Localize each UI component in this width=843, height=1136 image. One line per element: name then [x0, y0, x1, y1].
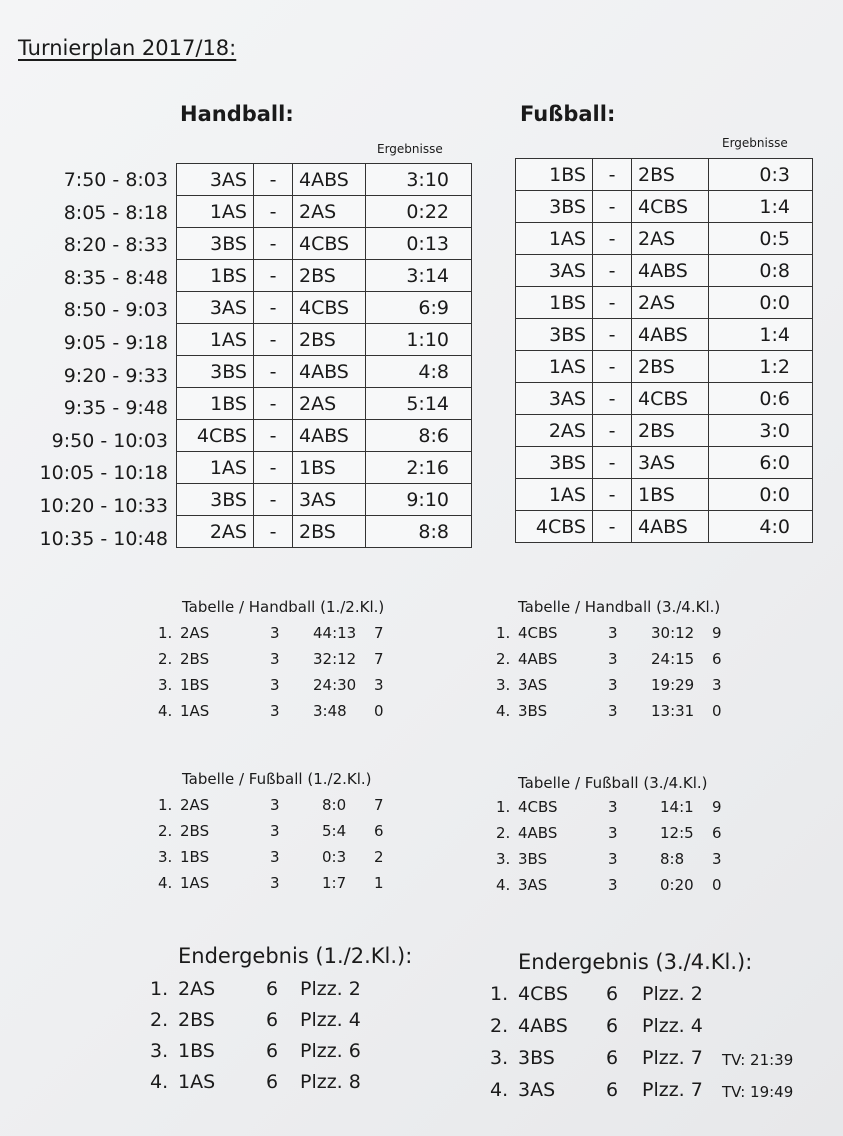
match-dash: -: [254, 196, 293, 228]
home-team: 3AS: [177, 292, 254, 324]
final-place: Plzz. 8: [300, 1071, 361, 1093]
match-dash: -: [593, 191, 632, 223]
match-score: 0:13: [366, 228, 472, 260]
final-team: 3BS: [518, 1047, 555, 1069]
home-team: 1AS: [177, 196, 254, 228]
standings-team: 4ABS: [518, 824, 558, 842]
standings-points: 3: [374, 676, 384, 694]
match-score: 9:10: [366, 484, 472, 516]
final-row: [150, 978, 390, 1012]
match-score: 3:0: [709, 415, 813, 447]
standings-team: 2AS: [180, 624, 210, 642]
away-team: 2AS: [632, 287, 709, 319]
away-team: 4CBS: [293, 228, 366, 260]
final-row: [490, 1047, 810, 1081]
standings-points: 7: [374, 650, 384, 668]
home-team: 1BS: [177, 388, 254, 420]
standings-goals: 44:13: [313, 624, 357, 642]
match-score: 4:8: [366, 356, 472, 388]
final-team: 4CBS: [518, 983, 569, 1005]
time-slot: 8:50 - 9:03: [63, 299, 168, 322]
final-rank: 3.: [490, 1047, 509, 1069]
final-points: 6: [606, 1015, 619, 1037]
match-dash: -: [254, 516, 293, 548]
standings-team: 3AS: [518, 876, 548, 894]
home-team: 1AS: [177, 324, 254, 356]
match-dash: -: [593, 479, 632, 511]
standings-row: [496, 824, 756, 850]
match-row: [177, 260, 472, 292]
match-score: 5:14: [366, 388, 472, 420]
standings-row: [158, 874, 418, 900]
standings-goals: 5:4: [322, 822, 347, 840]
home-team: 4CBS: [516, 511, 593, 543]
time-slot: 9:35 - 9:48: [63, 397, 168, 420]
standings-goals: 30:12: [651, 624, 695, 642]
final-team: 1BS: [178, 1040, 215, 1062]
final-rank: 3.: [150, 1040, 169, 1062]
match-row: [516, 415, 813, 447]
home-team: 1BS: [516, 287, 593, 319]
match-score: 0:0: [709, 479, 813, 511]
standings-rank: 3.: [158, 676, 173, 694]
match-score: 1:4: [709, 319, 813, 351]
final-title-high: Endergebnis (3./4.Kl.):: [518, 950, 753, 974]
final-rank: 1.: [490, 983, 509, 1005]
standings-team: 1BS: [180, 848, 210, 866]
standings-rank: 1.: [496, 798, 511, 816]
standings-rank: 4.: [158, 874, 173, 892]
standings-points: 0: [374, 702, 384, 720]
final-team: 3AS: [518, 1079, 556, 1101]
away-team: 3AS: [293, 484, 366, 516]
match-score: 3:10: [366, 164, 472, 196]
standings-goals: 24:30: [313, 676, 357, 694]
final-tv: TV: 19:49: [722, 1083, 794, 1101]
handball-results-label: Ergebnisse: [377, 142, 443, 156]
final-rank: 2.: [490, 1015, 509, 1037]
standings-points: 7: [374, 796, 384, 814]
standings-games: 3: [608, 876, 618, 894]
home-team: 3BS: [516, 191, 593, 223]
match-dash: -: [593, 223, 632, 255]
standings-rank: 2.: [496, 650, 511, 668]
standings-games: 3: [270, 822, 280, 840]
match-row: [177, 452, 472, 484]
match-dash: -: [593, 351, 632, 383]
standings-games: 3: [270, 796, 280, 814]
standings-games: 3: [608, 798, 618, 816]
standings-row: [496, 650, 756, 676]
match-dash: -: [593, 319, 632, 351]
final-team: 2AS: [178, 978, 216, 1000]
standings-rank: 1.: [496, 624, 511, 642]
final-place: Plzz. 2: [300, 978, 361, 1000]
home-team: 1AS: [177, 452, 254, 484]
standings-team: 2AS: [180, 796, 210, 814]
final-points: 6: [266, 1040, 279, 1062]
standings-row: [158, 624, 418, 650]
match-row: [516, 383, 813, 415]
standings-team: 1AS: [180, 702, 210, 720]
match-dash: -: [254, 228, 293, 260]
match-dash: -: [254, 324, 293, 356]
standings-goals: 13:31: [651, 702, 695, 720]
time-slot: 9:20 - 9:33: [63, 364, 168, 387]
match-row: [516, 191, 813, 223]
standings-row: [496, 624, 756, 650]
standings-row: [158, 848, 418, 874]
match-dash: -: [593, 447, 632, 479]
standings-points: 3: [712, 676, 722, 694]
away-team: 2BS: [632, 159, 709, 191]
standings-team: 4CBS: [518, 798, 558, 816]
standings-rank: 1.: [158, 796, 173, 814]
match-row: [177, 516, 472, 548]
standings-points: 9: [712, 798, 722, 816]
standings-games: 3: [608, 824, 618, 842]
match-score: 1:4: [709, 191, 813, 223]
match-row: [516, 223, 813, 255]
home-team: 3BS: [177, 228, 254, 260]
match-score: 8:6: [366, 420, 472, 452]
match-row: [177, 388, 472, 420]
time-slot: 8:05 - 8:18: [63, 201, 168, 224]
standings-rank: 3.: [496, 676, 511, 694]
match-dash: -: [593, 255, 632, 287]
handball-heading: Handball:: [180, 102, 294, 126]
match-row: [177, 324, 472, 356]
time-slot: 9:05 - 9:18: [63, 331, 168, 354]
time-slot: 8:35 - 8:48: [63, 266, 168, 289]
final-rank: 1.: [150, 978, 169, 1000]
home-team: 3AS: [516, 383, 593, 415]
home-team: 1AS: [516, 479, 593, 511]
standings-games: 3: [608, 850, 618, 868]
final-points: 6: [606, 983, 619, 1005]
away-team: 1BS: [293, 452, 366, 484]
standings-games: 3: [270, 676, 280, 694]
away-team: 4CBS: [293, 292, 366, 324]
page-title: Turnierplan 2017/18:: [18, 36, 237, 60]
standings-row: [158, 796, 418, 822]
match-score: 0:0: [709, 287, 813, 319]
match-score: 0:3: [709, 159, 813, 191]
final-points: 6: [606, 1079, 619, 1101]
final-place: Plzz. 4: [642, 1015, 703, 1037]
standings-points: 3: [712, 850, 722, 868]
home-team: 1BS: [177, 260, 254, 292]
match-score: 1:2: [709, 351, 813, 383]
match-score: 6:0: [709, 447, 813, 479]
final-row: [490, 983, 810, 1017]
standings-rank: 3.: [496, 850, 511, 868]
match-score: 8:8: [366, 516, 472, 548]
final-row: [490, 1079, 810, 1113]
standings-points: 6: [712, 650, 722, 668]
final-rank: 4.: [490, 1079, 509, 1101]
match-dash: -: [593, 287, 632, 319]
standings-games: 3: [270, 624, 280, 642]
match-dash: -: [254, 164, 293, 196]
match-dash: -: [254, 356, 293, 388]
standings-title-handball-high: Tabelle / Handball (3./4.Kl.): [518, 598, 721, 616]
standings-rank: 4.: [496, 876, 511, 894]
standings-row: [496, 876, 756, 902]
match-score: 0:8: [709, 255, 813, 287]
time-slot-column: [18, 165, 168, 556]
standings-row: [158, 650, 418, 676]
match-score: 0:22: [366, 196, 472, 228]
standings-team: 3BS: [518, 702, 548, 720]
match-dash: -: [254, 388, 293, 420]
final-team: 1AS: [178, 1071, 216, 1093]
standings-row: [158, 702, 418, 728]
standings-team: 3AS: [518, 676, 548, 694]
final-team: 2BS: [178, 1009, 215, 1031]
away-team: 4ABS: [632, 511, 709, 543]
away-team: 2BS: [632, 415, 709, 447]
final-row: [150, 1071, 390, 1105]
fussball-heading: Fußball:: [520, 102, 616, 126]
final-rank: 2.: [150, 1009, 169, 1031]
home-team: 1BS: [516, 159, 593, 191]
home-team: 2AS: [516, 415, 593, 447]
standings-points: 9: [712, 624, 722, 642]
standings-games: 3: [270, 650, 280, 668]
match-score: 0:5: [709, 223, 813, 255]
home-team: 3AS: [177, 164, 254, 196]
standings-team: 2BS: [180, 822, 210, 840]
time-slot: 10:05 - 10:18: [39, 462, 168, 485]
final-place: Plzz. 2: [642, 983, 703, 1005]
standings-rank: 2.: [158, 650, 173, 668]
standings-goals: 32:12: [313, 650, 357, 668]
away-team: 2AS: [293, 196, 366, 228]
home-team: 1AS: [516, 351, 593, 383]
away-team: 2BS: [293, 324, 366, 356]
away-team: 4ABS: [293, 164, 366, 196]
standings-row: [496, 798, 756, 824]
match-dash: -: [254, 420, 293, 452]
standings-points: 0: [712, 876, 722, 894]
match-row: [177, 164, 472, 196]
match-row: [516, 287, 813, 319]
fussball-results-label: Ergebnisse: [722, 136, 788, 150]
standings-games: 3: [270, 702, 280, 720]
match-row: [177, 292, 472, 324]
home-team: 3BS: [177, 356, 254, 388]
standings-rank: 3.: [158, 848, 173, 866]
time-slot: 10:20 - 10:33: [39, 494, 168, 517]
standings-title-fussball-high: Tabelle / Fußball (3./4.Kl.): [518, 774, 708, 792]
final-points: 6: [266, 1071, 279, 1093]
time-slot: 8:20 - 8:33: [63, 234, 168, 257]
match-row: [177, 196, 472, 228]
match-row: [177, 420, 472, 452]
match-dash: -: [593, 383, 632, 415]
standings-goals: 8:0: [322, 796, 347, 814]
match-score: 6:9: [366, 292, 472, 324]
standings-goals: 3:48: [313, 702, 347, 720]
away-team: 4CBS: [632, 191, 709, 223]
home-team: 3BS: [516, 447, 593, 479]
standings-rank: 2.: [158, 822, 173, 840]
standings-games: 3: [270, 848, 280, 866]
standings-goals: 12:5: [660, 824, 694, 842]
home-team: 3AS: [516, 255, 593, 287]
standings-points: 6: [712, 824, 722, 842]
final-place: Plzz. 7: [642, 1079, 703, 1101]
final-row: [150, 1040, 390, 1074]
away-team: 1BS: [632, 479, 709, 511]
final-points: 6: [606, 1047, 619, 1069]
standings-team: 2BS: [180, 650, 210, 668]
standings-team: 1BS: [180, 676, 210, 694]
home-team: 3BS: [516, 319, 593, 351]
match-dash: -: [254, 292, 293, 324]
away-team: 4ABS: [632, 255, 709, 287]
home-team: 2AS: [177, 516, 254, 548]
away-team: 4ABS: [293, 420, 366, 452]
standings-points: 0: [712, 702, 722, 720]
standings-row: [158, 676, 418, 702]
standings-points: 6: [374, 822, 384, 840]
standings-games: 3: [270, 874, 280, 892]
match-row: [516, 351, 813, 383]
match-score: 3:14: [366, 260, 472, 292]
match-dash: -: [593, 159, 632, 191]
away-team: 2BS: [293, 516, 366, 548]
match-row: [177, 356, 472, 388]
match-score: 4:0: [709, 511, 813, 543]
away-team: 4CBS: [632, 383, 709, 415]
match-row: [177, 484, 472, 516]
standings-team: 3BS: [518, 850, 548, 868]
away-team: 3AS: [632, 447, 709, 479]
standings-points: 1: [374, 874, 384, 892]
standings-team: 1AS: [180, 874, 210, 892]
time-slot: 9:50 - 10:03: [51, 429, 168, 452]
final-place: Plzz. 4: [300, 1009, 361, 1031]
standings-rank: 4.: [158, 702, 173, 720]
away-team: 2AS: [293, 388, 366, 420]
standings-rank: 4.: [496, 702, 511, 720]
match-score: 0:6: [709, 383, 813, 415]
standings-row: [496, 702, 756, 728]
final-rank: 4.: [150, 1071, 169, 1093]
match-row: [516, 447, 813, 479]
standings-goals: 14:1: [660, 798, 694, 816]
standings-goals: 0:3: [322, 848, 347, 866]
standings-team: 4CBS: [518, 624, 558, 642]
final-tv: TV: 21:39: [722, 1051, 794, 1069]
match-row: [516, 319, 813, 351]
match-row: [516, 511, 813, 543]
standings-title-fussball-low: Tabelle / Fußball (1./2.Kl.): [182, 770, 372, 788]
final-team: 4ABS: [518, 1015, 568, 1037]
home-team: 4CBS: [177, 420, 254, 452]
standings-title-handball-low: Tabelle / Handball (1./2.Kl.): [182, 598, 385, 616]
away-team: 2BS: [293, 260, 366, 292]
standings-points: 7: [374, 624, 384, 642]
final-points: 6: [266, 978, 279, 1000]
match-row: [516, 255, 813, 287]
standings-row: [496, 850, 756, 876]
match-row: [516, 159, 813, 191]
standings-games: 3: [608, 624, 618, 642]
standings-goals: 1:7: [322, 874, 347, 892]
away-team: 4ABS: [632, 319, 709, 351]
match-score: 1:10: [366, 324, 472, 356]
standings-games: 3: [608, 702, 618, 720]
standings-games: 3: [608, 676, 618, 694]
away-team: 2BS: [632, 351, 709, 383]
standings-row: [158, 822, 418, 848]
home-team: 1AS: [516, 223, 593, 255]
match-dash: -: [254, 484, 293, 516]
fussball-schedule-table: [515, 158, 813, 543]
match-dash: -: [254, 452, 293, 484]
standings-row: [496, 676, 756, 702]
final-place: Plzz. 6: [300, 1040, 361, 1062]
match-row: [516, 479, 813, 511]
time-slot: 10:35 - 10:48: [39, 527, 168, 550]
time-slot: 7:50 - 8:03: [63, 169, 168, 191]
standings-games: 3: [608, 650, 618, 668]
final-title-low: Endergebnis (1./2.Kl.):: [178, 944, 413, 968]
match-row: [177, 228, 472, 260]
handball-schedule-table: [176, 163, 472, 548]
final-row: [150, 1009, 390, 1043]
standings-rank: 2.: [496, 824, 511, 842]
standings-goals: 0:20: [660, 876, 694, 894]
match-score: 2:16: [366, 452, 472, 484]
standings-rank: 1.: [158, 624, 173, 642]
away-team: 2AS: [632, 223, 709, 255]
standings-goals: 8:8: [660, 850, 685, 868]
final-place: Plzz. 7: [642, 1047, 703, 1069]
match-dash: -: [254, 260, 293, 292]
standings-team: 4ABS: [518, 650, 558, 668]
standings-goals: 19:29: [651, 676, 695, 694]
standings-goals: 24:15: [651, 650, 695, 668]
final-points: 6: [266, 1009, 279, 1031]
away-team: 4ABS: [293, 356, 366, 388]
final-row: [490, 1015, 810, 1049]
home-team: 3BS: [177, 484, 254, 516]
standings-points: 2: [374, 848, 384, 866]
match-dash: -: [593, 511, 632, 543]
match-dash: -: [593, 415, 632, 447]
